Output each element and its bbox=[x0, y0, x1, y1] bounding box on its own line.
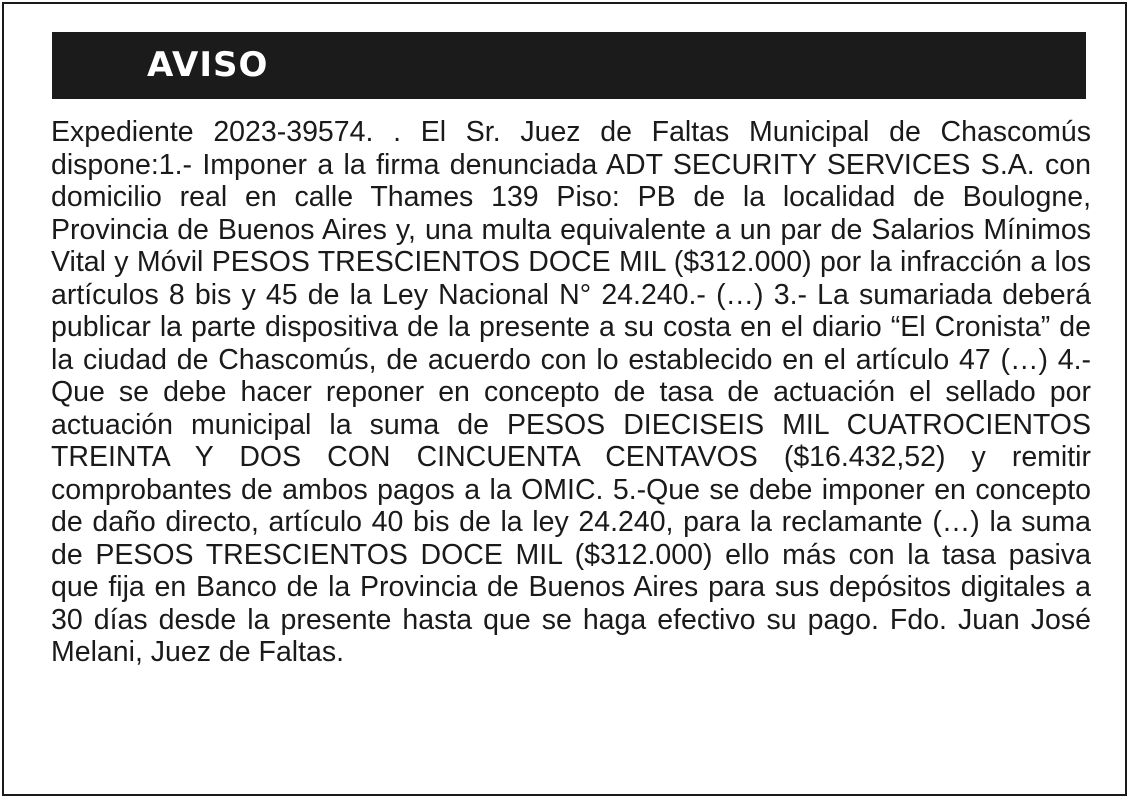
notice-title: AVISO bbox=[147, 45, 269, 85]
notice-frame bbox=[2, 2, 1127, 796]
notice-body: Expediente 2023-39574. . El Sr. Juez de Faltas Municipal de Chascomús dispone:1.- Imponer a la firma denunciada ADT SECURITY SERVICES S.A. con domicilio real en calle Thames 139 Piso: PB de la localidad de Boulogne, Provincia de Buenos Aires y, una multa equivalente a un par de Salarios Mínimos Vital y Móvil PESOS TRESCIENTOS DOCE MIL ($312.000) por la infracción a los artículos 8 bis y 45 de la Ley Nacional N° 24.240.- (…) 3.- La sumariada deberá publicar la parte dispositiva de la presente a su costa en el diario “El Cronista” de la ciudad de Chascomús, de acuerdo con lo establecido en el artículo 47 (…) 4.-Que se debe hacer reponer en concepto de tasa de actuación el sellado por actuación municipal la suma de PESOS DIECISEIS MIL CUATROCIENTOS TREINTA Y DOS CON CINCUENTA CENTAVOS ($16.432,52) y remitir comprobantes de ambos pagos a la OMIC. 5.-Que se debe imponer en concepto de daño directo, artículo 40 bis de la ley 24.240, para la reclamante (…) la suma de PESOS TRESCIENTOS DOCE MIL ($312.000) ello más con la tasa pasiva que fija en Banco de la Provincia de Buenos Aires para sus depósitos digitales a 30 días desde la presente hasta que se haga efectivo su pago. Fdo. Juan José Melani, Juez de Faltas. bbox=[51, 116, 1091, 668]
notice-header-bar bbox=[52, 32, 1086, 99]
